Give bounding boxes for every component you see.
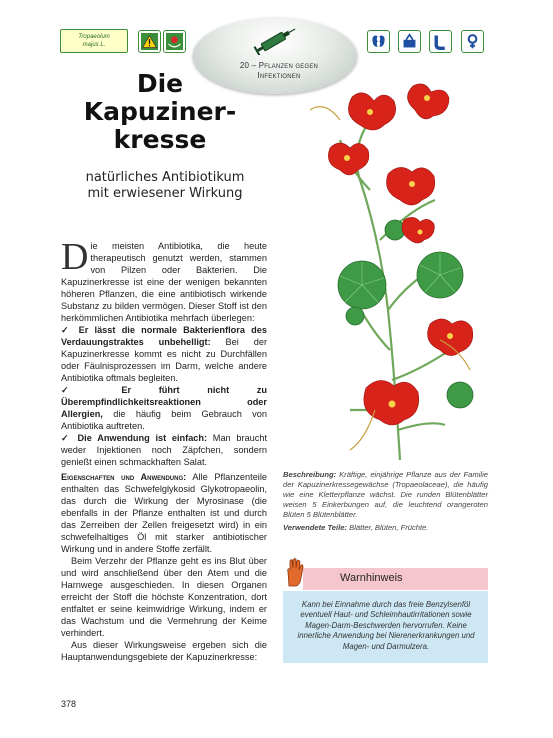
- caption-parts: [283, 523, 488, 533]
- intro-paragraph: [61, 236, 267, 324]
- properties-p3: Aus dieser Wirkungsweise ergeben sich die Hauptanwendungsgebiete der Kapuzinerkresse:: [61, 640, 267, 662]
- advantage-heading: ✓ Er lässt die normale Bakterienflora des Verdauungstraktes unbehelligt:: [61, 325, 267, 347]
- chapter-label-line2: Infektionen: [257, 71, 301, 80]
- properties-p2: Beim Verzehr der Pflanze geht es ins Blut über und wird anschließend über den Atem und die Harnwege ausgeschieden. In diesen Organen erreicht der Stoff die höchste Konzentration, dort entfaltet er seine keimwidrige Wirkung, indem er das Wachstum und die Vermehrung der Keime verhindert.: [61, 556, 267, 638]
- warning-triangle-icon: [138, 30, 161, 53]
- kidney-icon: [367, 30, 390, 53]
- hands-plant-icon: [163, 30, 186, 53]
- section-heading: Eigenschaften und Anwendung:: [61, 472, 187, 482]
- caption-description-text: Kräftige, einjährige Pflanze aus der Familie der Kapuzinerkressegewächse (Tropaeolaceae), die häufig wie eine Kletterpflanze wächst. Die runden Blütenblätter weisen 5 Einkerbungen auf, die leuchtend orangeroten Blüten 5 Blütenblätter.: [283, 470, 488, 519]
- plant-caption: [283, 470, 488, 533]
- intestine-icon: [429, 30, 452, 53]
- subtitle-line1: natürliches Antibiotikum: [85, 170, 245, 185]
- stop-hand-icon: [284, 558, 306, 588]
- chapter-label: [224, 61, 334, 81]
- warning-text: Kann bei Einnahme durch das freie Benzylsenföl eventuell Haut- und Schleimhautirritationen sowie Magen-Darm-Beschwerden hervorrufen. Keine innerliche Anwendung bei Nierenerkrankungen und Magen- und Darmulzera.: [297, 600, 475, 651]
- caption-parts-label: Verwendete Teile:: [283, 523, 348, 532]
- properties-section: [61, 471, 267, 663]
- advantage-item: [61, 384, 267, 432]
- caption-description-label: Beschreibung:: [283, 470, 337, 479]
- advantage-text: Man braucht weder Injektionen noch Zäpfchen, sondern genießt einen schmackhaften Salat.: [61, 433, 268, 467]
- latin-name-badge: [60, 29, 128, 53]
- advantage-item: [61, 324, 267, 384]
- advantage-heading: ✓ Die Anwendung ist einfach:: [61, 433, 208, 443]
- latin-name-line1: Tropaeolum: [78, 34, 110, 40]
- title-line3: kresse: [113, 125, 207, 154]
- title-line1: Die: [136, 69, 184, 98]
- latin-name-line2: majus L.: [82, 42, 106, 48]
- advantage-heading: ✓ Er führt nicht zu Überempfindlichkeitsreaktionen oder Allergien,: [61, 385, 267, 419]
- page-title: [80, 70, 240, 154]
- warning-label: Warnhinweis: [340, 572, 403, 584]
- title-line2: Kapuziner-: [83, 97, 237, 126]
- subtitle-line2: mit erwiesener Wirkung: [87, 186, 243, 201]
- female-symbol-icon: [461, 30, 484, 53]
- bladder-icon: [398, 30, 421, 53]
- syringe-icon: [253, 25, 299, 55]
- caption-parts-text: Blätter, Blüten, Früchte.: [347, 523, 429, 532]
- advantage-text: die häufig beim Gebrauch von Antibiotika auftreten.: [61, 409, 267, 431]
- advantage-item: [61, 432, 267, 468]
- page-subtitle: [60, 170, 270, 202]
- properties-p1: [61, 471, 267, 555]
- dropcap: D: [61, 236, 89, 278]
- nasturtium-illustration: [300, 80, 500, 465]
- chapter-label-line1: 20 – Pflanzen gegen: [239, 61, 319, 70]
- caption-description: [283, 470, 488, 520]
- advantage-text: Bei der Kapuzinerkresse kommt es nicht zu Durchfällen oder Fäulnisprozessen im Darm, welche andere Antibiotika oftmals begleiten.: [61, 337, 268, 383]
- page-number: 378: [61, 699, 77, 709]
- properties-p1-text: Alle Pflanzenteile enthalten das Schwefelglykosid Glykotropaeolin, das durch die Wirkung der Myrosinase (die ebenfalls in der Pflanze enthalten ist und durch das Zerreiben der Zellen freigesetzt wird) in ein schwefelhaltiges Öl mit starker antibiotischer Wirkung und in andere Stoffe zerfällt.: [61, 472, 268, 554]
- intro-text: ie meisten Antibiotika, die heute therapeutisch genutzt werden, stammen von Pilzen oder Bakterien. Die Kapuzinerkresse ist eine der wenigen bekannten höheren Pflanzen, die eine antibiotisch wirkende Substanz zu bilden vermögen. Dieser Stoff ist den herkömmlichen Antibiotika mehrfach überlegen:: [61, 241, 267, 323]
- advantages-list: [61, 324, 267, 468]
